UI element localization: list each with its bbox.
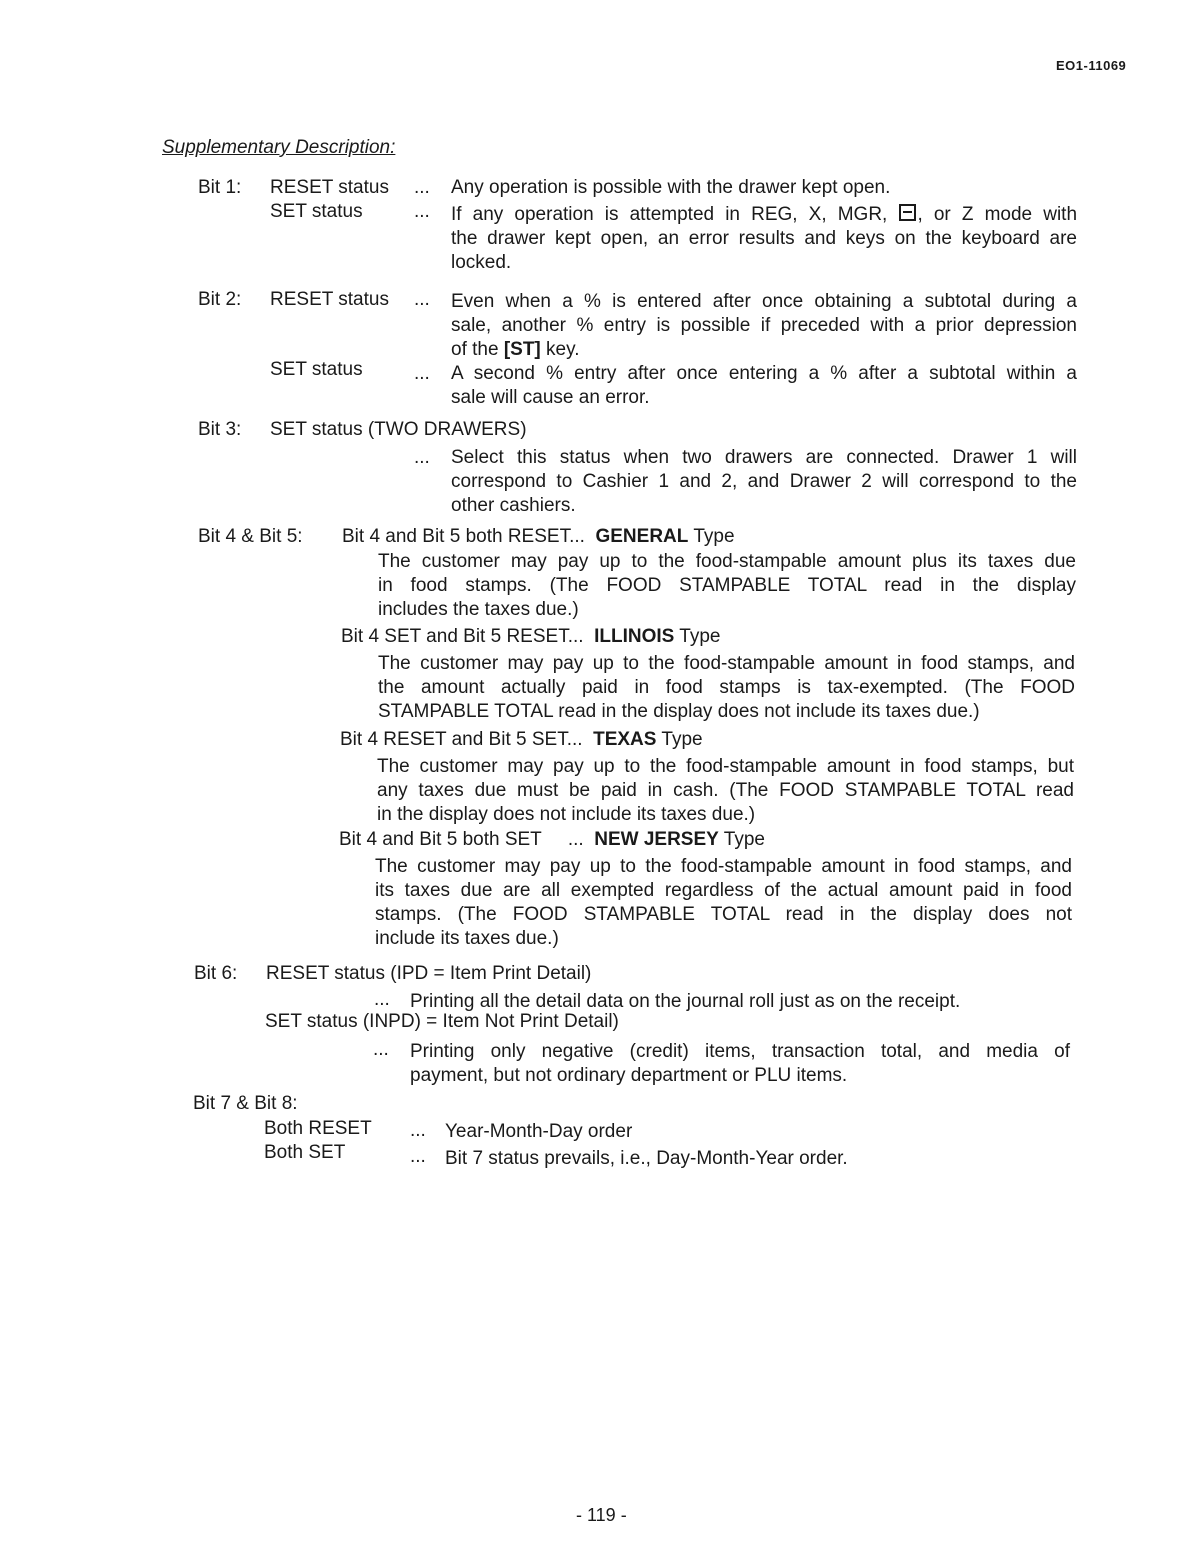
bit78-set-dots: ... xyxy=(410,1146,426,1167)
bit2-reset-dots: ... xyxy=(414,289,430,310)
bit78-set-text: Bit 7 status prevails, i.e., Day-Month-Year order. xyxy=(445,1148,848,1169)
page-number: - 119 - xyxy=(576,1505,627,1525)
bit78-set-label: Both SET xyxy=(264,1142,346,1163)
subtotal-key-icon xyxy=(899,204,916,221)
bit45-label: Bit 4 & Bit 5: xyxy=(198,526,303,547)
bit78-reset-text: Year-Month-Day order xyxy=(445,1121,633,1142)
texas-type-name: TEXAS xyxy=(593,729,657,750)
bit6-label: Bit 6: xyxy=(194,963,238,984)
bit3-label: Bit 3: xyxy=(198,419,242,440)
bit2-reset-label: RESET status xyxy=(270,289,389,310)
general-type-name: GENERAL xyxy=(595,526,689,547)
bit1-set-dots: ... xyxy=(414,201,430,222)
bit1-set-label: SET status xyxy=(270,201,363,222)
bit2-set-dots: ... xyxy=(414,363,430,384)
bit6-reset-label: RESET status (IPD = Item Print Detail) xyxy=(266,963,592,984)
bit6-reset-dots: ... xyxy=(374,989,390,1010)
bit1-reset-label: RESET status xyxy=(270,177,389,198)
bit2-set-text: A second % entry after once entering a % after a subtotal within a sale will cause an error. xyxy=(451,363,1077,408)
bit78-label: Bit 7 & Bit 8: xyxy=(193,1093,298,1114)
bit45-illinois-text: The customer may pay up to the food-stampable amount in food stamps, and the amount actually paid in food stamps is tax-exempted. (The FOOD STAMPABLE TOTAL read in the display does not include its taxes due.) xyxy=(378,653,1075,722)
document-id: EO1-11069 xyxy=(1056,58,1127,73)
section-heading: Supplementary Description: xyxy=(162,137,396,158)
bit6-set-label: SET status (INPD) = Item Not Print Detail) xyxy=(265,1011,619,1032)
bit3-set-label: SET status (TWO DRAWERS) xyxy=(270,419,527,440)
bit45-general-condition: Bit 4 and Bit 5 both RESET... GENERAL Type xyxy=(342,526,735,547)
bit45-texas-text: The customer may pay up to the food-stampable amount in food stamps, but any taxes due must be paid in cash. (The FOOD STAMPABLE TOTAL read in the display does not include its taxes due.) xyxy=(377,756,1074,825)
bit1-set-text: If any operation is attempted in REG, X, MGR, , or Z mode with the drawer kept open, an error results and keys on the keyboard are locked. xyxy=(451,204,1078,273)
bit1-reset-dots: ... xyxy=(414,177,430,198)
bit6-set-text: Printing only negative (credit) items, transaction total, and media of payment, but not ordinary department or PLU items. xyxy=(410,1041,1070,1086)
bit1-label: Bit 1: xyxy=(198,177,242,198)
bit2-reset-text: Even when a % is entered after once obtaining a subtotal during a sale, another % entry is possible if preceded with a prior depression of the [ST] key. xyxy=(451,291,1077,360)
bit45-newjersey-condition: Bit 4 and Bit 5 both SET ... NEW JERSEY Type xyxy=(339,829,765,850)
bit2-set-label: SET status xyxy=(270,359,363,380)
bit78-reset-dots: ... xyxy=(410,1120,426,1141)
bit45-illinois-condition: Bit 4 SET and Bit 5 RESET... ILLINOIS Type xyxy=(341,626,721,647)
bit6-set-dots: ... xyxy=(373,1039,389,1060)
bit3-text: Select this status when two drawers are connected. Drawer 1 will correspond to Cashier 1 and 2, and Drawer 2 will correspond to the other cashiers. xyxy=(451,447,1077,516)
bit45-texas-condition: Bit 4 RESET and Bit 5 SET... TEXAS Type xyxy=(340,729,703,750)
bit3-dots: ... xyxy=(414,447,430,468)
newjersey-type-name: NEW JERSEY xyxy=(594,829,719,850)
illinois-type-name: ILLINOIS xyxy=(594,626,675,647)
bit1-reset-text: Any operation is possible with the drawer kept open. xyxy=(451,177,891,198)
bit45-general-text: The customer may pay up to the food-stampable amount plus its taxes due in food stamps. (The FOOD STAMPABLE TOTAL read in the display includes the taxes due.) xyxy=(378,551,1076,620)
bit45-newjersey-text: The customer may pay up to the food-stampable amount in food stamps, and its taxes due are all exempted regardless of the actual amount paid in food stamps. (The FOOD STAMPABLE TOTAL read in the display does not include its taxes due.) xyxy=(375,856,1072,949)
bit2-label: Bit 2: xyxy=(198,289,242,310)
bit78-reset-label: Both RESET xyxy=(264,1118,372,1139)
bit6-reset-text: Printing all the detail data on the journal roll just as on the receipt. xyxy=(410,991,961,1012)
